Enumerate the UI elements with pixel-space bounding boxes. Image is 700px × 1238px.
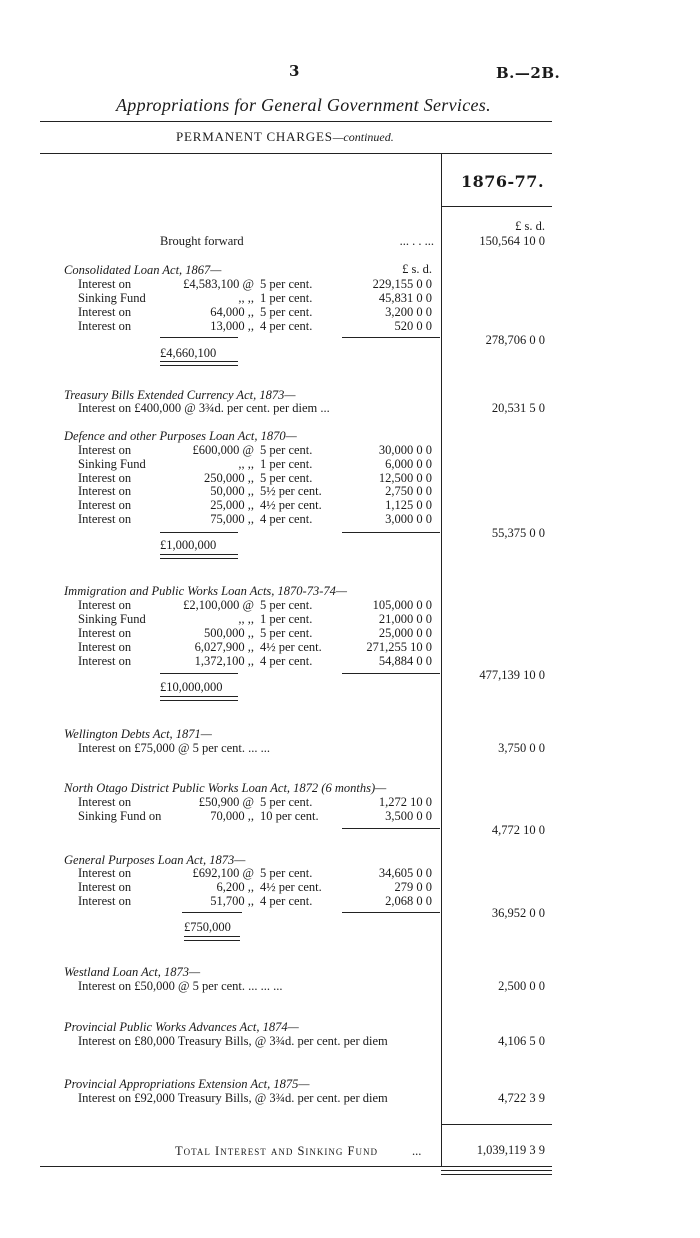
section-total: 4,722 3 9 bbox=[498, 1091, 545, 1105]
principal-double-rule bbox=[160, 361, 238, 366]
row-rate: 5 per cent. bbox=[260, 598, 313, 612]
act-detail-line: Interest on £75,000 @ 5 per cent. ... ... bbox=[78, 741, 271, 755]
row-amount: 271,255 10 0 bbox=[366, 640, 432, 654]
row-label: Sinking Fund on bbox=[78, 809, 162, 823]
row-amount: 229,155 0 0 bbox=[372, 277, 432, 291]
row-label: Interest on bbox=[78, 512, 132, 526]
act-heading: Westland Loan Act, 1873— bbox=[64, 965, 201, 979]
principal-total-rule bbox=[160, 673, 238, 674]
total-principal: £10,000,000 bbox=[160, 680, 223, 694]
act-heading: Defence and other Purposes Loan Act, 1870— bbox=[64, 429, 297, 443]
title-rule bbox=[40, 121, 552, 122]
principal-double-rule bbox=[160, 554, 238, 559]
section-total: 4,106 5 0 bbox=[498, 1034, 545, 1048]
principal-double-rule bbox=[160, 696, 238, 701]
grand-total-amount: 1,039,119 3 9 bbox=[476, 1143, 545, 1157]
row-principal: ,, ,, bbox=[238, 457, 254, 471]
row-label: Sinking Fund bbox=[78, 291, 146, 305]
section-total: 278,706 0 0 bbox=[485, 333, 545, 347]
row-rate: 5 per cent. bbox=[260, 277, 313, 291]
grand-total-double-rule bbox=[441, 1170, 552, 1175]
section-total: 477,139 10 0 bbox=[479, 668, 545, 682]
row-label: Interest on bbox=[78, 626, 132, 640]
row-principal: ,, ,, bbox=[238, 291, 254, 305]
brought-forward-label: Brought forward bbox=[160, 234, 244, 248]
row-principal: 6,027,900 ,, bbox=[194, 640, 254, 654]
row-principal: 64,000 ,, bbox=[210, 305, 254, 319]
row-principal: £50,900 @ bbox=[198, 795, 254, 809]
grand-total-dots: ... bbox=[412, 1144, 422, 1158]
row-principal: £4,583,100 @ bbox=[183, 277, 254, 291]
row-amount: 25,000 0 0 bbox=[378, 626, 432, 640]
section-total: 20,531 5 0 bbox=[491, 401, 545, 415]
act-heading: North Otago District Public Works Loan Act, 1872 (6 months)— bbox=[64, 781, 387, 795]
amount-total-rule bbox=[342, 673, 440, 674]
row-rate: 5 per cent. bbox=[260, 795, 313, 809]
row-principal: £600,000 @ bbox=[192, 443, 254, 457]
year-heading: 1876-77. bbox=[461, 172, 545, 191]
row-principal: 500,000 ,, bbox=[204, 626, 254, 640]
section-total: 3,750 0 0 bbox=[498, 741, 545, 755]
row-principal: 1,372,100 ,, bbox=[194, 654, 254, 668]
row-amount: 2,068 0 0 bbox=[385, 894, 432, 908]
principal-total-rule bbox=[160, 337, 238, 338]
grand-total-top-rule bbox=[441, 1124, 552, 1125]
row-rate: 4 per cent. bbox=[260, 319, 313, 333]
row-label: Interest on bbox=[78, 471, 132, 485]
row-principal: 250,000 ,, bbox=[204, 471, 254, 485]
row-label: Interest on bbox=[78, 880, 132, 894]
row-rate: 1 per cent. bbox=[260, 457, 313, 471]
row-rate: 4½ per cent. bbox=[260, 640, 322, 654]
section-total: 4,772 10 0 bbox=[491, 823, 545, 837]
row-amount: 12,500 0 0 bbox=[378, 471, 432, 485]
brought-forward-amount: 150,564 10 0 bbox=[479, 234, 545, 248]
row-rate: 5 per cent. bbox=[260, 471, 313, 485]
total-principal: £1,000,000 bbox=[160, 538, 217, 552]
total-principal: £750,000 bbox=[184, 920, 231, 934]
row-amount: 105,000 0 0 bbox=[372, 598, 432, 612]
grand-total-label: Total Interest and Sinking Fund bbox=[175, 1144, 378, 1158]
row-rate: 5½ per cent. bbox=[260, 484, 322, 498]
act-heading: Consolidated Loan Act, 1867— bbox=[64, 263, 222, 277]
row-principal: £2,100,000 @ bbox=[183, 598, 254, 612]
act-heading: Provincial Public Works Advances Act, 1874— bbox=[64, 1020, 299, 1034]
row-label: Interest on bbox=[78, 894, 132, 908]
row-label: Sinking Fund bbox=[78, 457, 146, 471]
row-rate: 10 per cent. bbox=[260, 809, 319, 823]
row-amount: 1,125 0 0 bbox=[385, 498, 432, 512]
act-heading: Provincial Appropriations Extension Act, 1875— bbox=[64, 1077, 310, 1091]
act-detail-line: Interest on £50,000 @ 5 per cent. ... ... ... bbox=[78, 979, 283, 993]
row-label: Interest on bbox=[78, 795, 132, 809]
row-amount: 30,000 0 0 bbox=[378, 443, 432, 457]
row-rate: 4 per cent. bbox=[260, 654, 313, 668]
row-principal: £692,100 @ bbox=[192, 866, 254, 880]
column-currency-header: £ s. d. bbox=[402, 262, 432, 276]
column-divider bbox=[441, 154, 442, 1166]
row-label: Interest on bbox=[78, 598, 132, 612]
act-heading: General Purposes Loan Act, 1873— bbox=[64, 853, 246, 867]
act-detail-line: Interest on £400,000 @ 3¾d. per cent. per diem ... bbox=[78, 401, 330, 415]
row-amount: 6,000 0 0 bbox=[385, 457, 432, 471]
row-amount: 45,831 0 0 bbox=[378, 291, 432, 305]
principal-total-rule bbox=[160, 532, 238, 533]
page-number: 3 bbox=[289, 62, 300, 80]
grand-total-bottom-rule bbox=[40, 1166, 552, 1167]
row-label: Sinking Fund bbox=[78, 612, 146, 626]
row-rate: 5 per cent. bbox=[260, 626, 313, 640]
section-total: 2,500 0 0 bbox=[498, 979, 545, 993]
row-amount: 1,272 10 0 bbox=[378, 795, 432, 809]
row-rate: 5 per cent. bbox=[260, 866, 313, 880]
row-rate: 1 per cent. bbox=[260, 291, 313, 305]
total-principal: £4,660,100 bbox=[160, 346, 217, 360]
amount-total-rule bbox=[342, 337, 440, 338]
document-reference: B.—2B. bbox=[496, 64, 561, 82]
row-rate: 4 per cent. bbox=[260, 894, 313, 908]
row-rate: 5 per cent. bbox=[260, 443, 313, 457]
page-title: Appropriations for General Government Services. bbox=[116, 95, 491, 115]
row-rate: 5 per cent. bbox=[260, 305, 313, 319]
row-principal: 13,000 ,, bbox=[210, 319, 254, 333]
row-label: Interest on bbox=[78, 654, 132, 668]
row-rate: 1 per cent. bbox=[260, 612, 313, 626]
amount-total-rule bbox=[342, 912, 440, 913]
principal-total-rule bbox=[182, 912, 242, 913]
year-currency-header: £ s. d. bbox=[515, 219, 545, 233]
row-principal: 50,000 ,, bbox=[210, 484, 254, 498]
act-heading: Wellington Debts Act, 1871— bbox=[64, 727, 212, 741]
row-label: Interest on bbox=[78, 866, 132, 880]
row-principal: 70,000 ,, bbox=[210, 809, 254, 823]
row-principal: 75,000 ,, bbox=[210, 512, 254, 526]
year-heading-rule bbox=[441, 206, 552, 207]
row-label: Interest on bbox=[78, 498, 132, 512]
row-label: Interest on bbox=[78, 277, 132, 291]
amount-total-rule bbox=[342, 828, 440, 829]
row-amount: 3,500 0 0 bbox=[385, 809, 432, 823]
row-amount: 54,884 0 0 bbox=[378, 654, 432, 668]
row-amount: 21,000 0 0 bbox=[378, 612, 432, 626]
brought-forward-dots: ... . . ... bbox=[399, 234, 434, 248]
act-heading: Treasury Bills Extended Currency Act, 1873— bbox=[64, 388, 296, 402]
row-principal: 25,000 ,, bbox=[210, 498, 254, 512]
row-amount: 3,200 0 0 bbox=[385, 305, 432, 319]
row-amount: 279 0 0 bbox=[394, 880, 432, 894]
act-detail-line: Interest on £80,000 Treasury Bills, @ 3¾d. per cent. per diem bbox=[78, 1034, 388, 1048]
row-label: Interest on bbox=[78, 443, 132, 457]
row-principal: ,, ,, bbox=[238, 612, 254, 626]
row-label: Interest on bbox=[78, 640, 132, 654]
row-label: Interest on bbox=[78, 319, 132, 333]
row-amount: 520 0 0 bbox=[394, 319, 432, 333]
row-rate: 4 per cent. bbox=[260, 512, 313, 526]
section-total: 36,952 0 0 bbox=[491, 906, 545, 920]
act-detail-line: Interest on £92,000 Treasury Bills, @ 3¾d. per cent. per diem bbox=[78, 1091, 388, 1105]
row-rate: 4½ per cent. bbox=[260, 880, 322, 894]
row-rate: 4½ per cent. bbox=[260, 498, 322, 512]
section-subtitle: PERMANENT CHARGES—continued. bbox=[176, 129, 394, 144]
row-amount: 34,605 0 0 bbox=[378, 866, 432, 880]
principal-double-rule bbox=[184, 936, 240, 941]
row-label: Interest on bbox=[78, 484, 132, 498]
row-label: Interest on bbox=[78, 305, 132, 319]
subtitle-rule bbox=[40, 153, 552, 154]
amount-total-rule bbox=[342, 532, 440, 533]
section-total: 55,375 0 0 bbox=[491, 526, 545, 540]
row-principal: 51,700 ,, bbox=[210, 894, 254, 908]
row-amount: 2,750 0 0 bbox=[385, 484, 432, 498]
row-principal: 6,200 ,, bbox=[216, 880, 254, 894]
row-amount: 3,000 0 0 bbox=[385, 512, 432, 526]
act-heading: Immigration and Public Works Loan Acts, 1870-73-74— bbox=[64, 584, 347, 598]
